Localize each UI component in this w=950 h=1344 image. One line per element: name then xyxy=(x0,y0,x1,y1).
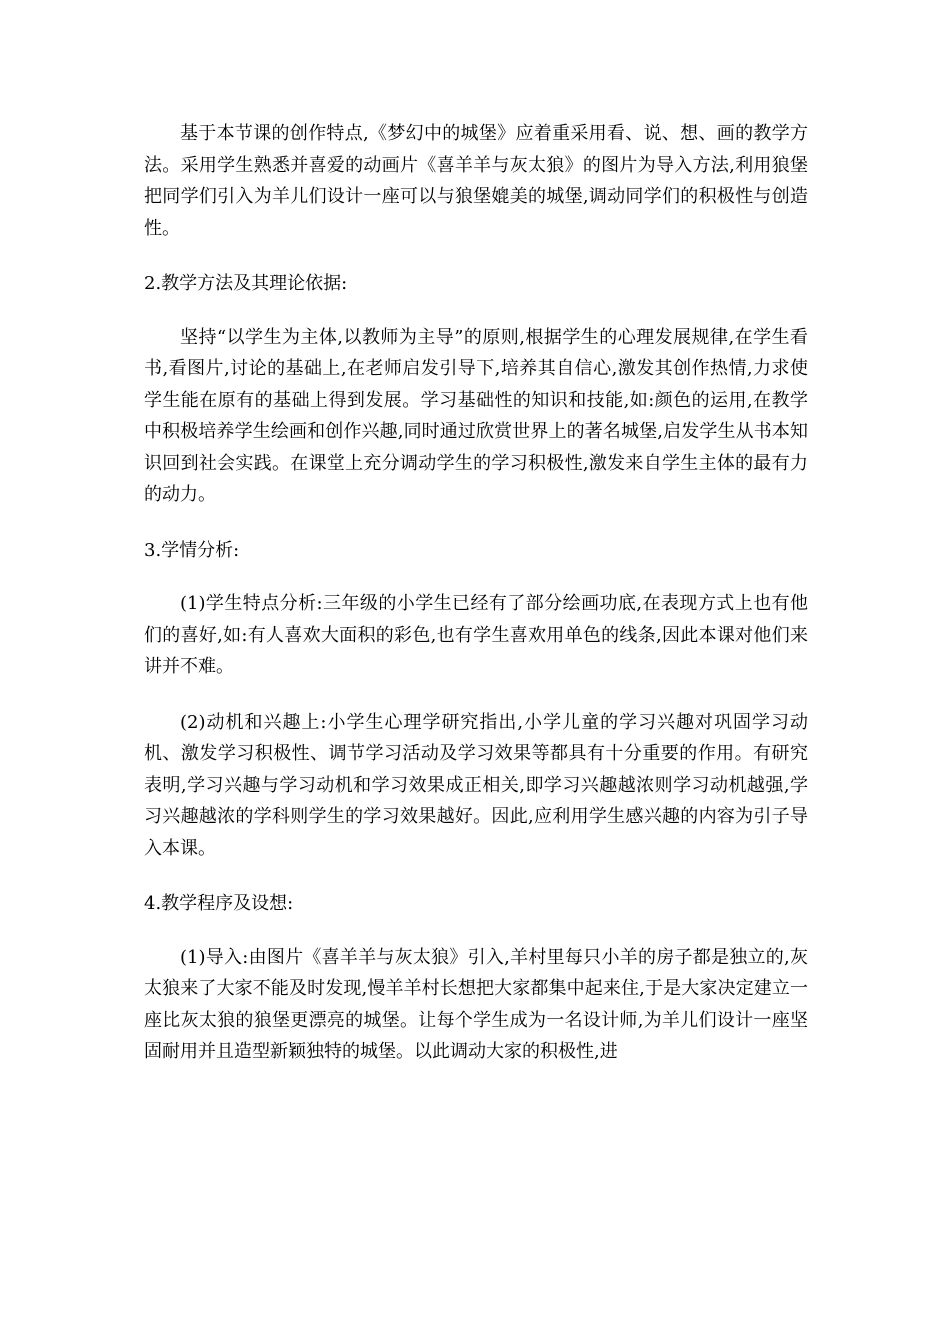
intro-paragraph: 基于本节课的创作特点,《梦幻中的城堡》应着重采用看、说、想、画的教学方法。采用学生熟悉并喜爱的动画片《喜羊羊与灰太狼》的图片为导入方法,利用狼堡把同学们引入为羊儿们设计一座可以与狼堡媲美的城堡,调动同学们的积极性与创造性。 xyxy=(144,123,808,239)
section-heading-teaching-methods: 2.教学方法及其理论依据: xyxy=(144,273,348,294)
document-body xyxy=(144,118,808,1068)
teaching-methods-paragraph: 坚持“以学生为主体,以教师为主导”的原则,根据学生的心理发展规律,在学生看书,看图片,讨论的基础上,在老师启发引导下,培养其自信心,激发其创作热情,力求使学生能在原有的基础上得到发展。学习基础性的知识和技能,如:颜色的运用,在教学中积极培养学生绘画和创作兴趣,同时通过欣赏世界上的著名城堡,启发学生从书本知识回到社会实践。在课堂上充分调动学生的学习积极性,激发来自学生主体的最有力的动力。 xyxy=(144,326,808,505)
introduction-step-paragraph: (1)导入:由图片《喜羊羊与灰太狼》引入,羊村里每只小羊的房子都是独立的,灰太狼来了大家不能及时发现,慢羊羊村长想把大家都集中起来住,于是大家决定建立一座比灰太狼的狼堡更漂亮的城堡。让每个学生成为一名设计师,为羊儿们设计一座坚固耐用并且造型新颖独特的城堡。以此调动大家的积极性,进 xyxy=(144,946,808,1062)
motivation-interest-paragraph: (2)动机和兴趣上:小学生心理学研究指出,小学儿童的学习兴趣对巩固学习动机、激发学习积极性、调节学习活动及学习效果等都具有十分重要的作用。有研究表明,学习兴趣与学习动机和学习效果成正相关,即学习兴趣越浓则学习动机越强,学习兴趣越浓的学科则学生的学习效果越好。因此,应利用学生感兴趣的内容为引子导入本课。 xyxy=(144,711,808,859)
section-heading-teaching-procedure: 4.教学程序及设想: xyxy=(144,893,294,914)
section-heading-student-analysis: 3.学情分析: xyxy=(144,539,240,561)
student-characteristics-paragraph: (1)学生特点分析:三年级的小学生已经有了部分绘画功底,在表现方式上也有他们的喜好,如:有人喜欢大面积的彩色,也有学生喜欢用单色的线条,因此本课对他们来讲并不难。 xyxy=(144,593,808,677)
